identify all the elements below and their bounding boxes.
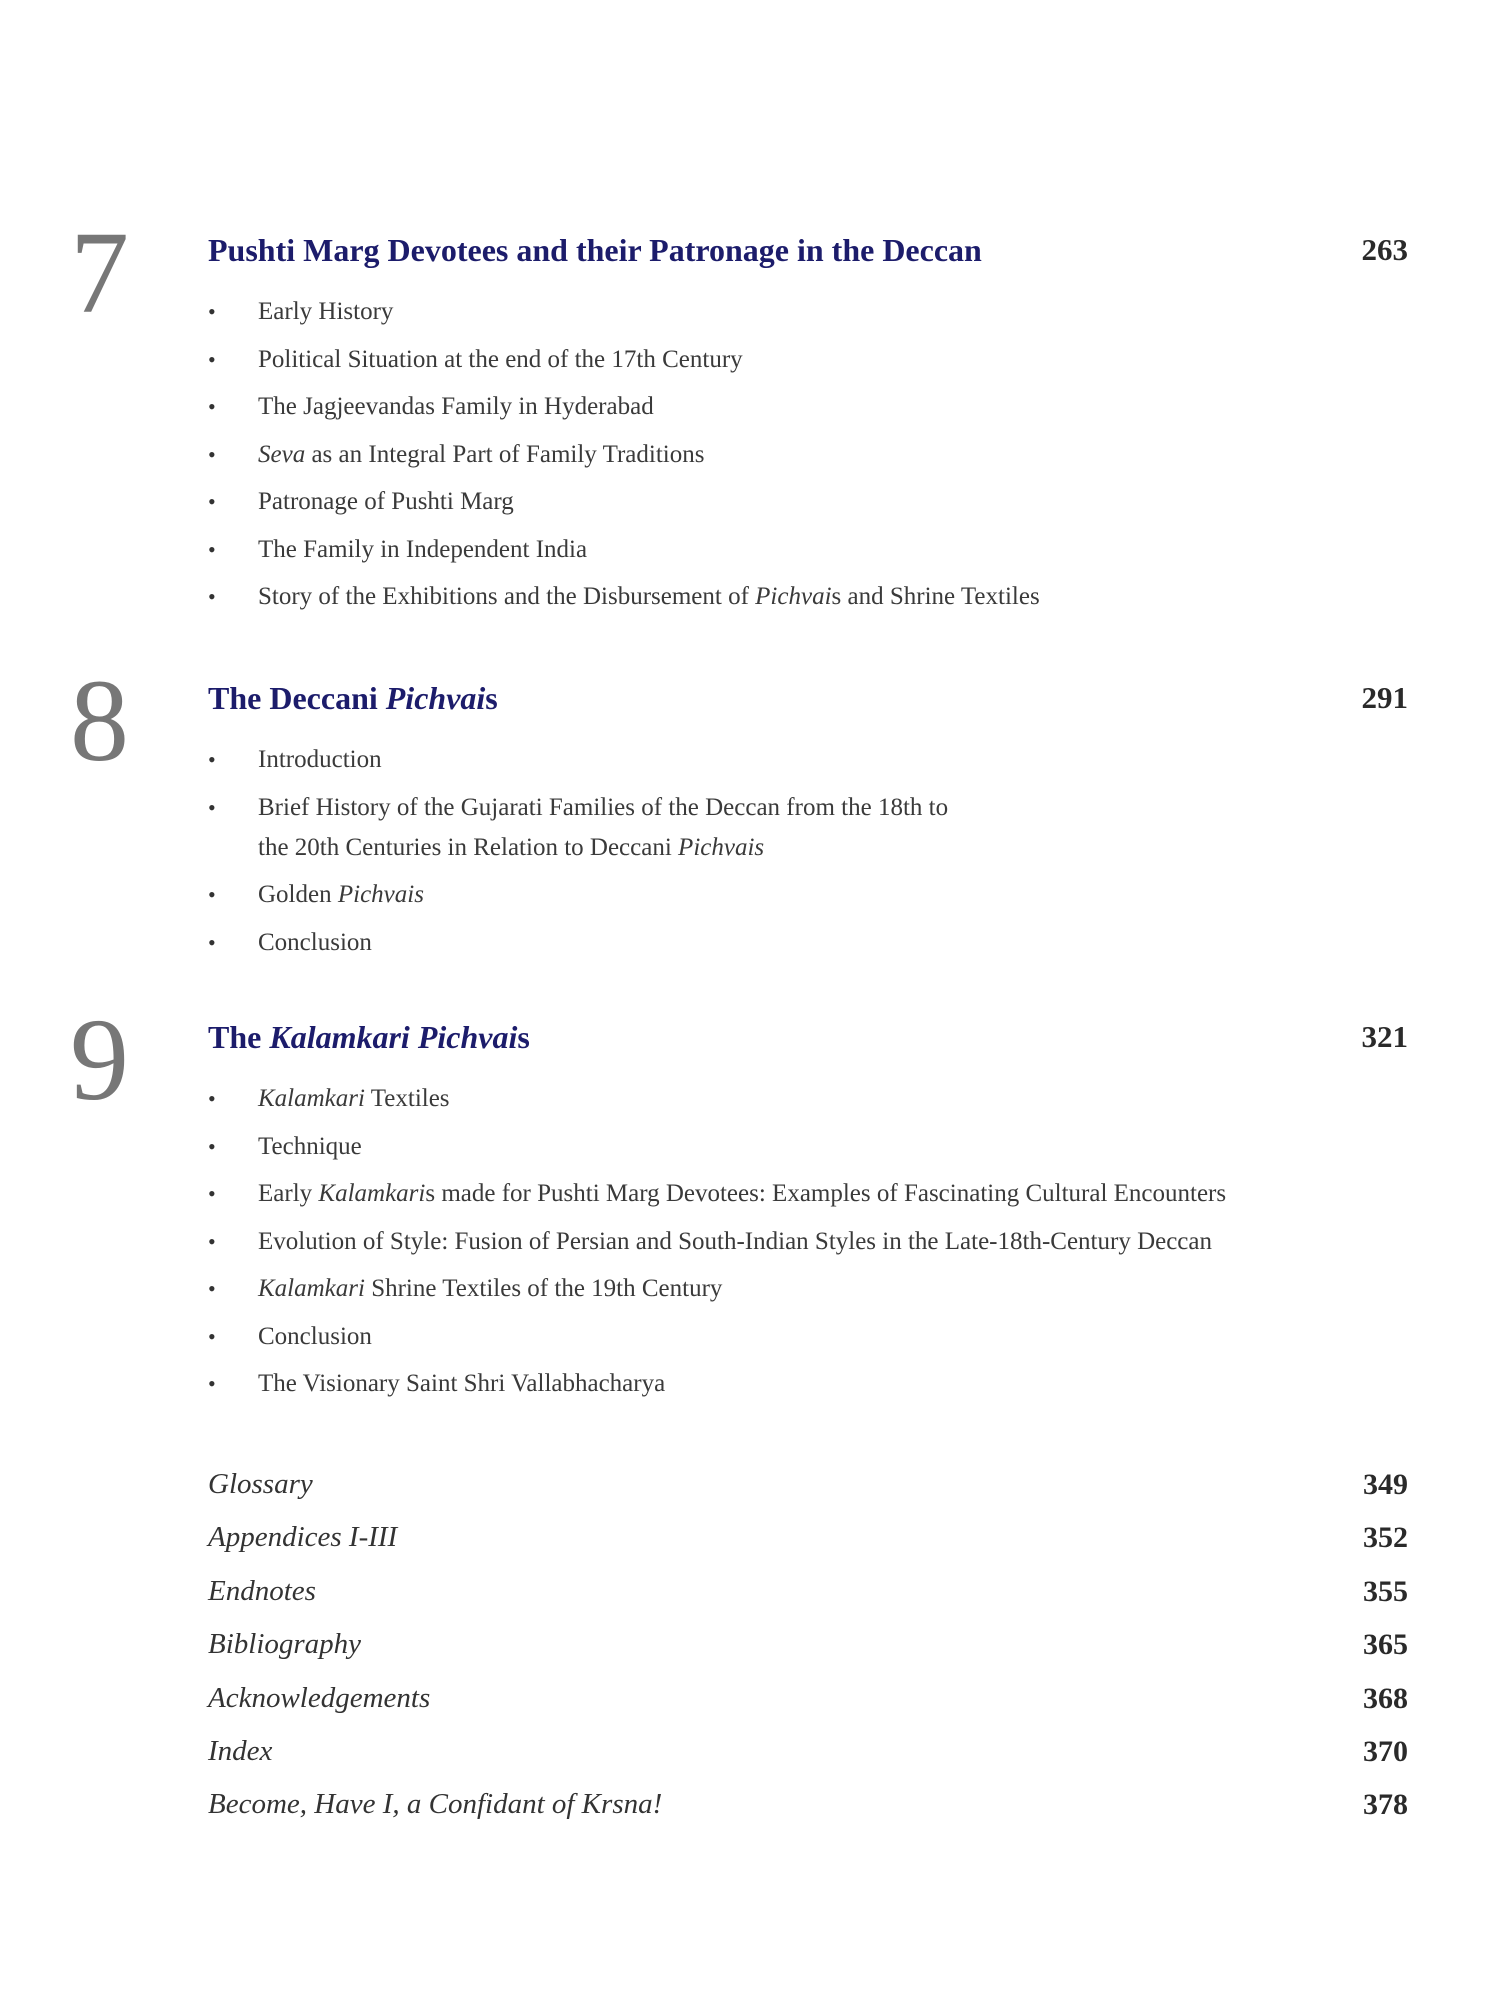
bullet-icon: • xyxy=(208,1133,216,1159)
topic-list-item xyxy=(208,340,1398,380)
topic-list-item xyxy=(208,292,1398,332)
chapter-number: 8 xyxy=(70,655,129,786)
chapter-title xyxy=(208,232,982,269)
chapter-title-segment: Kalamkari Pichvai xyxy=(269,1019,518,1055)
topic-list-item xyxy=(208,435,1398,475)
topic-text: Textiles xyxy=(364,1085,450,1112)
topic-line xyxy=(258,435,1398,475)
topic-line xyxy=(258,1364,1398,1404)
topic-text: Pichvais xyxy=(337,881,424,908)
bullet-icon: • xyxy=(208,441,216,467)
topic-text: Early xyxy=(258,1180,319,1207)
backmatter-label: Glossary xyxy=(208,1468,313,1500)
topic-list-item xyxy=(208,387,1398,427)
bullet-icon: • xyxy=(208,747,216,772)
topic-line xyxy=(258,577,1398,617)
chapter-title-segment: s xyxy=(517,1019,530,1055)
topic-list-item xyxy=(208,1127,1398,1167)
chapter-topic-list xyxy=(208,740,1398,970)
chapter-topic-list xyxy=(208,1079,1398,1412)
topic-line xyxy=(258,1222,1398,1262)
chapter-title xyxy=(208,1019,530,1056)
topic-text: Political Situation at the end of the 17th Century xyxy=(258,345,743,373)
topic-list-item xyxy=(208,1079,1398,1119)
topic-text: The Jagjeevandas Family in Hyderabad xyxy=(258,393,654,420)
bullet-icon: • xyxy=(208,394,216,419)
backmatter-entry xyxy=(0,1521,1500,1574)
topic-text: Conclusion xyxy=(258,928,372,956)
topic-line xyxy=(258,1174,1398,1214)
topic-text: as an Integral Part of Family Traditions xyxy=(305,440,705,468)
topic-line xyxy=(258,1317,1398,1357)
topic-line xyxy=(258,530,1398,570)
topic-line xyxy=(258,1127,1398,1167)
backmatter-entry xyxy=(0,1628,1500,1681)
bullet-icon: • xyxy=(208,882,216,907)
backmatter-label: Endnotes xyxy=(208,1574,316,1607)
chapter-title-segment: The Deccani xyxy=(208,680,386,716)
topic-list-item xyxy=(208,923,1398,963)
bullet-icon: • xyxy=(208,1086,216,1111)
topic-list-item xyxy=(208,482,1398,522)
topic-list-item xyxy=(208,577,1398,617)
bullet-icon: • xyxy=(208,1276,216,1301)
bullet-icon: • xyxy=(208,584,216,609)
bullet-icon: • xyxy=(208,1371,216,1396)
topic-text: Kalamkari xyxy=(318,1180,426,1207)
bullet-icon: • xyxy=(208,929,216,955)
backmatter-page-number: 378 xyxy=(1363,1788,1408,1822)
bullet-icon: • xyxy=(208,346,216,372)
topic-text: Story of the Exhibitions and the Disbursement of xyxy=(258,583,756,610)
topic-line xyxy=(258,875,1398,915)
backmatter-entry xyxy=(0,1575,1500,1628)
topic-text: Patronage of Pushti Marg xyxy=(258,488,514,515)
topic-list-item xyxy=(208,1222,1398,1262)
topic-text: Introduction xyxy=(258,746,382,773)
backmatter-label: Appendices I-III xyxy=(208,1521,398,1554)
topic-list-item xyxy=(208,1269,1398,1309)
chapter-title-segment: The xyxy=(208,1019,270,1055)
bullet-icon: • xyxy=(208,1181,216,1206)
topic-text: Shrine Textiles of the 19th Century xyxy=(364,1275,723,1302)
topic-list-item xyxy=(208,740,1398,780)
backmatter-label: Become, Have I, a Confidant of Krsna! xyxy=(208,1788,663,1821)
chapter-page-number: 321 xyxy=(1361,1019,1408,1054)
topic-text: Pichvais xyxy=(678,833,765,861)
backmatter-entry xyxy=(0,1682,1500,1735)
topic-text: The Family in Independent India xyxy=(258,535,588,563)
topic-list-item xyxy=(208,1174,1398,1214)
topic-list-item xyxy=(208,1317,1398,1357)
backmatter-page-number: 370 xyxy=(1363,1734,1408,1768)
topic-line xyxy=(258,788,1398,828)
chapter-number: 9 xyxy=(70,994,129,1125)
bullet-icon: • xyxy=(208,1228,216,1254)
topic-text: Conclusion xyxy=(258,1322,372,1350)
topic-line xyxy=(258,1079,1398,1119)
backmatter-entry xyxy=(0,1735,1500,1788)
topic-line xyxy=(258,740,1398,780)
backmatter-page-number: 349 xyxy=(1363,1468,1408,1501)
bullet-icon: • xyxy=(208,794,216,820)
topic-line xyxy=(258,482,1398,522)
topic-text: s made for Pushti Marg Devotees: Examples of Fascinating Cultural Encounters xyxy=(425,1180,1227,1207)
topic-line xyxy=(258,923,1398,963)
chapter-title xyxy=(208,680,498,717)
backmatter-page-number: 355 xyxy=(1363,1574,1408,1608)
topic-text: Pichvai xyxy=(755,583,832,610)
topic-line xyxy=(258,292,1398,332)
bullet-icon: • xyxy=(208,299,216,324)
chapter-title-segment: Pushti Marg Devotees and their Patronage in the Deccan xyxy=(208,232,982,268)
topic-text: Kalamkari xyxy=(258,1275,365,1302)
bullet-icon: • xyxy=(208,489,216,514)
topic-text: Evolution of Style: Fusion of Persian and South-Indian Styles in the Late-18th-Century Deccan xyxy=(258,1227,1213,1255)
bullet-icon: • xyxy=(208,1323,216,1349)
chapter-topic-list xyxy=(208,292,1398,625)
backmatter-page-number: 352 xyxy=(1363,1521,1408,1555)
backmatter-label: Index xyxy=(208,1734,273,1767)
topic-text: Golden xyxy=(258,881,338,908)
topic-text: Technique xyxy=(258,1132,362,1160)
backmatter-label: Bibliography xyxy=(208,1628,362,1661)
chapter-page-number: 263 xyxy=(1361,232,1408,267)
backmatter-entry xyxy=(0,1788,1500,1841)
topic-line xyxy=(258,387,1398,427)
backmatter-entry xyxy=(0,1468,1500,1521)
backmatter-page-number: 365 xyxy=(1363,1628,1408,1662)
backmatter-list xyxy=(0,1468,1500,1842)
topic-list-item xyxy=(208,1364,1398,1404)
topic-list-item xyxy=(208,788,1398,868)
chapter-page-number: 291 xyxy=(1361,680,1408,715)
topic-text: Seva xyxy=(258,440,306,468)
bullet-icon: • xyxy=(208,536,216,562)
chapter-number: 7 xyxy=(70,207,129,338)
topic-text: The Visionary Saint Shri Vallabhacharya xyxy=(258,1370,666,1397)
topic-list-item xyxy=(208,530,1398,570)
chapter-title-segment: Pichvai xyxy=(385,680,486,716)
topic-text: Kalamkari xyxy=(258,1085,365,1112)
topic-text: the 20th Centuries in Relation to Deccani xyxy=(258,833,679,861)
topic-line xyxy=(258,1269,1398,1309)
topic-text: Brief History of the Gujarati Families of the Deccan from the 18th to xyxy=(258,793,949,821)
topic-text: s and Shrine Textiles xyxy=(831,583,1040,610)
chapter-title-segment: s xyxy=(485,680,498,716)
topic-line xyxy=(258,340,1398,380)
topic-list-item xyxy=(208,875,1398,915)
topic-text: Early History xyxy=(258,298,394,325)
backmatter-label: Acknowledgements xyxy=(208,1681,431,1714)
topic-line xyxy=(258,828,1398,868)
backmatter-page-number: 368 xyxy=(1363,1681,1408,1715)
